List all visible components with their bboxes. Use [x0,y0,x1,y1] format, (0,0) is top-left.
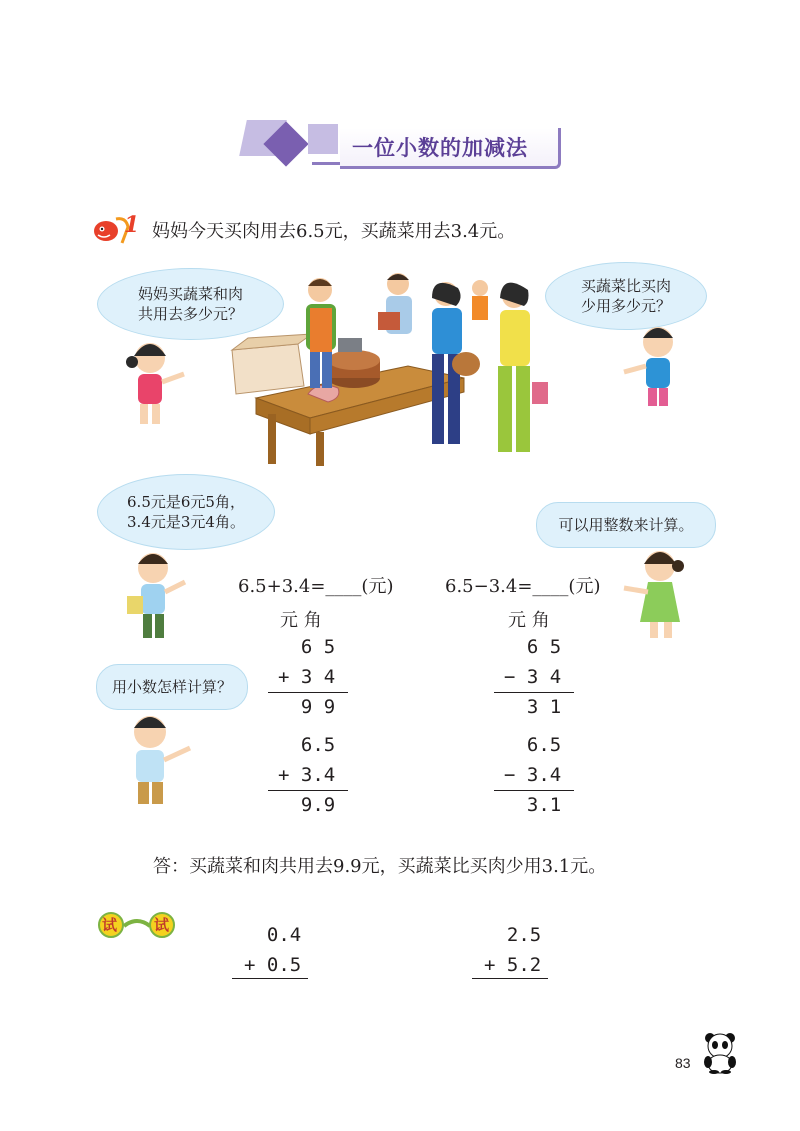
try-label [98,910,176,940]
add-int-top: 6 5 [278,636,336,658]
example-problem: 妈妈今天买肉用去6.5元，买蔬菜用去3.4元。 [152,221,516,242]
add-dec-top: 6.5 [278,734,336,756]
bubble-line: 妈妈买蔬菜和肉 [137,284,243,303]
try2-top: 2.5 [484,924,542,946]
sub-int-second: − 3 4 [504,666,562,688]
try1-top: 0.4 [244,924,302,946]
sub-dec-rule [494,790,574,791]
equation-subtraction: 6.5−3.4=____(元) [445,576,601,597]
page-number: 83 [675,1055,691,1071]
try2-second: + 5.2 [484,954,542,976]
section-title: 一位小数的加减法 [352,135,528,160]
answer-text: 答：买蔬菜和肉共用去9.9元，买蔬菜比买肉少用3.1元。 [153,856,607,877]
speech-bubble-boy-conversion [97,474,275,550]
add-int-second: + 3 4 [278,666,336,688]
sub-int-rule [494,692,574,693]
girl-character [110,336,190,426]
add-dec-second: + 3.4 [278,764,336,786]
girl-character-green-dress [618,544,698,644]
try1-rule [232,978,308,979]
col-header-add: 元 角 [280,610,322,631]
speech-bubble-girl-question [97,268,284,340]
sub-int-result: 3 1 [504,696,562,718]
bubble-line: 3.4元是3元4角。 [127,513,245,531]
try-char-left: 试 [102,916,118,934]
try2-rule [472,978,548,979]
sub-dec-result: 3.1 [504,794,562,816]
panda-icon [700,1030,740,1074]
bubble-line: 共用去多少元？ [137,305,243,323]
boy-character [618,320,698,416]
speech-bubble-boy-decimal [96,664,248,710]
title-deco-square [308,124,338,154]
add-dec-result: 9.9 [278,794,336,816]
bubble-line: 可以用整数来计算。 [558,515,694,534]
boy-character-pointing [110,710,200,822]
sub-dec-second: − 3.4 [504,764,562,786]
speech-bubble-girl-integer [536,502,716,548]
sub-dec-top: 6.5 [504,734,562,756]
col-header-sub: 元 角 [508,610,550,631]
example-number: 1 [124,212,140,238]
bubble-line: 用小数怎样计算？ [111,677,232,696]
add-dec-rule [268,790,348,791]
add-int-result: 9 9 [278,696,336,718]
equation-addition: 6.5+3.4=____(元) [238,576,394,597]
boy-character-with-book [115,546,195,646]
try-char-right: 试 [154,916,170,934]
try1-second: + 0.5 [244,954,302,976]
sub-int-top: 6 5 [504,636,562,658]
bubble-line: 买蔬菜比买肉 [580,276,671,295]
bubble-line: 少用多少元？ [580,297,671,315]
bubble-line: 6.5元是6元5角， [127,492,245,511]
add-int-rule [268,692,348,693]
